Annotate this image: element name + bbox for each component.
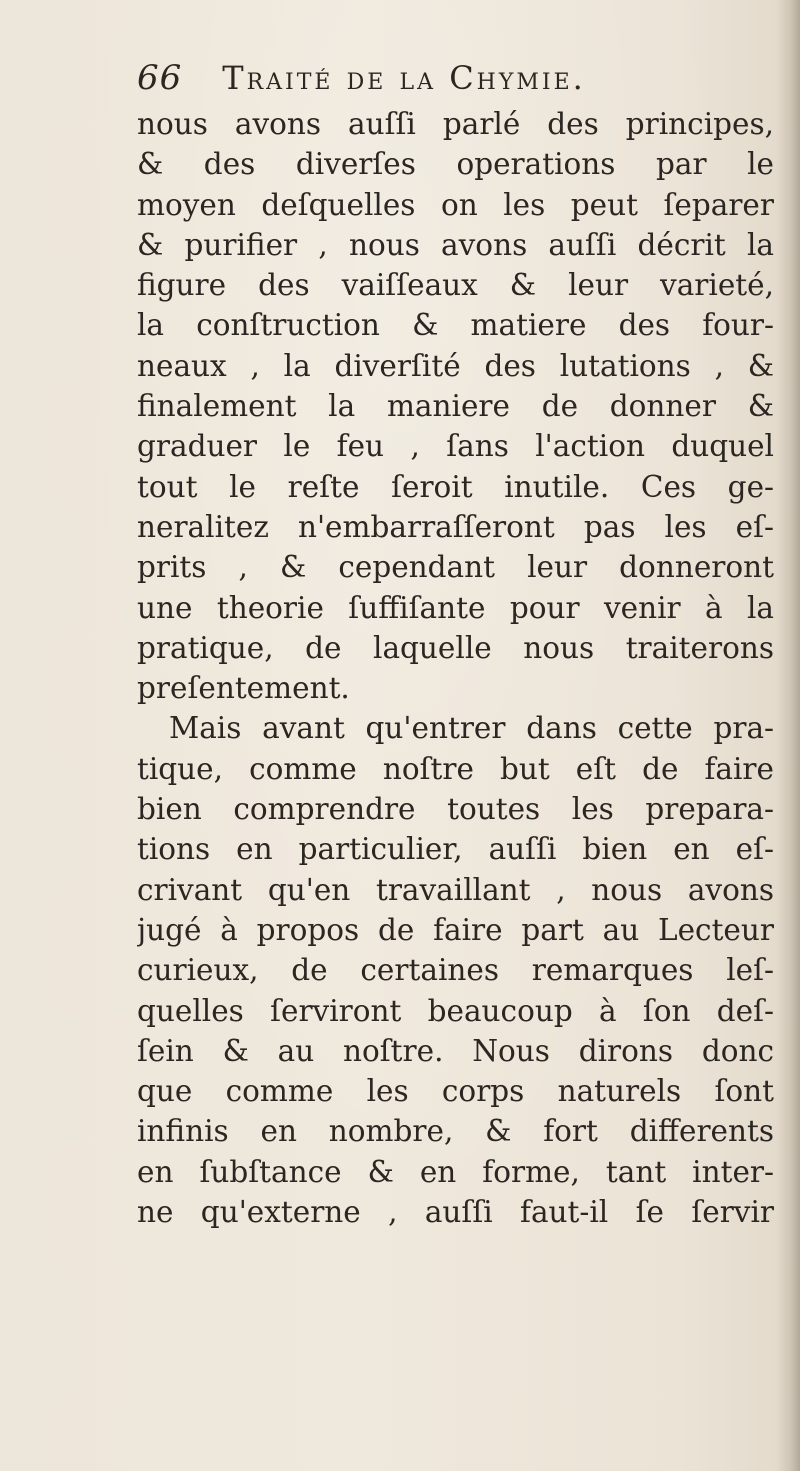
running-head: Traité de la Chymie. — [222, 59, 586, 97]
text-line: infinis en nombre, & fort differents — [137, 1114, 774, 1149]
paragraph-start-line: Mais avant qu'entrer dans cette pra- — [169, 711, 774, 746]
text-line: curieux, de certaines remarques leſ- — [137, 953, 774, 988]
text-line: graduer le feu , ſans l'action duquel — [137, 429, 774, 464]
text-line: & purifier , nous avons auſſi décrit la — [137, 227, 774, 262]
text-line: moyen deſquelles on les peut ſeparer — [137, 187, 774, 222]
text-line: pratique, de laquelle nous traiterons — [137, 630, 774, 665]
text-line: tions en particulier, auſſi bien en eſ- — [137, 832, 774, 867]
text-line: jugé à propos de faire part au Lecteur — [137, 912, 774, 947]
text-line: neaux , la diverſité des lutations , & — [137, 348, 774, 383]
text-line: tout le reſte ſeroit inutile. Ces ge- — [137, 469, 774, 504]
page-header — [137, 58, 774, 104]
page-number: 66 — [137, 58, 183, 98]
text-line: la conſtruction & matiere des four- — [137, 308, 774, 343]
text-line: figure des vaiſſeaux & leur varieté, — [137, 268, 774, 303]
body-text — [137, 104, 774, 1232]
text-line: nous avons auſſi parlé des principes, — [137, 107, 774, 141]
text-line: une theorie ſuffiſante pour venir à la — [137, 590, 774, 625]
text-line: crivant qu'en travaillant , nous avons — [137, 872, 774, 907]
text-line: neralitez n'embarraſſeront pas les eſ- — [137, 509, 774, 544]
text-line: en ſubſtance & en forme, tant inter- — [137, 1154, 774, 1189]
text-line: ne qu'externe , auſſi faut-il ſe ſervir — [137, 1195, 774, 1230]
text-line: bien comprendre toutes les prepara- — [137, 792, 774, 827]
text-line: ſein & au noſtre. Nous dirons donc — [137, 1033, 774, 1068]
text-line: prits , & cependant leur donneront — [137, 550, 774, 585]
text-line: tique, comme noſtre but eſt de faire — [137, 751, 774, 786]
paragraph-end-line: preſentement. — [137, 671, 350, 706]
text-line: & des diverſes operations par le — [137, 147, 774, 182]
text-line: finalement la maniere de donner & — [137, 389, 774, 424]
text-line: quelles ſerviront beaucoup à ſon deſ- — [137, 993, 774, 1028]
text-line: que comme les corps naturels ſont — [137, 1074, 774, 1109]
